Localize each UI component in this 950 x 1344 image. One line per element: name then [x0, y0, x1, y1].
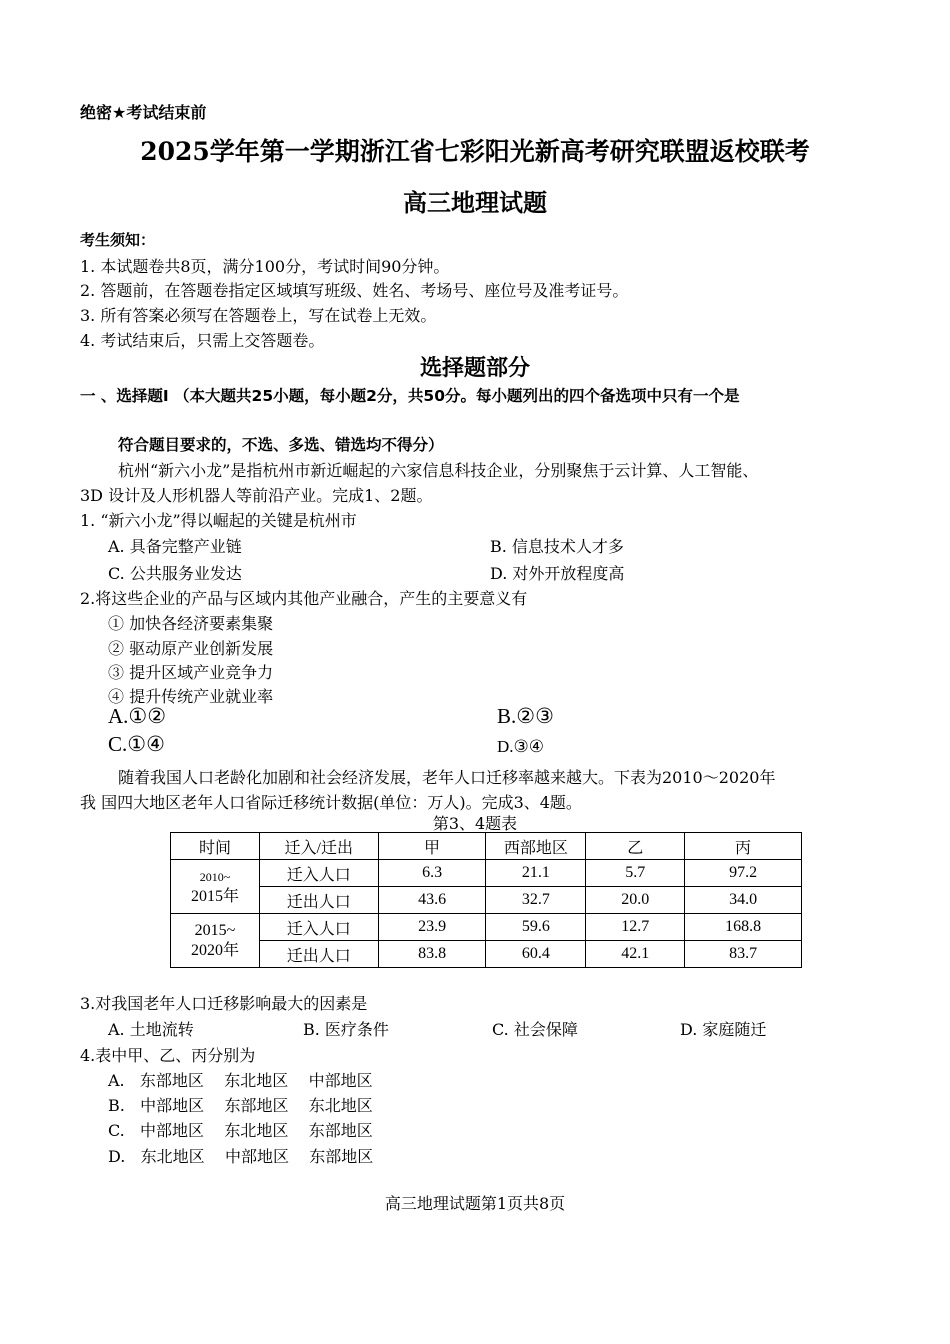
table-header-cell: 迁入/迁出 [259, 833, 378, 860]
q4-option-d: D. 东北地区 中部地区 东部地区 [108, 1147, 374, 1166]
q2-option-c: C.①④ [108, 732, 165, 756]
period-2-end: 2020年 [190, 941, 239, 959]
notice-item-1: 1. 本试题卷共8页，满分100分，考试时间90分钟。 [80, 257, 450, 276]
table-cell: 迁入人口 [259, 860, 378, 887]
period-cell [171, 914, 260, 968]
q1-option-b: B. 信息技术人才多 [490, 537, 624, 556]
table-cell: 34.0 [685, 887, 802, 914]
notice-heading: 考生须知： [80, 231, 156, 249]
table-cell: 83.8 [378, 941, 486, 968]
table-header-cell: 时间 [171, 833, 260, 860]
q4-option-b: B. 中部地区 东部地区 东北地区 [108, 1096, 373, 1115]
table-row [171, 914, 802, 941]
passage2-line1: 随着我国人口老龄化加剧和社会经济发展，老年人口迁移率越来越大。下表为2010～2020年 [118, 768, 776, 787]
table-cell: 59.6 [486, 914, 586, 941]
table-cell: 43.6 [378, 887, 486, 914]
migration-table [170, 832, 802, 968]
table-header-cell: 甲 [378, 833, 486, 860]
table-header-cell: 西部地区 [486, 833, 586, 860]
notice-item-3: 3. 所有答案必须写在答题卷上，写在试卷上无效。 [80, 306, 437, 325]
period-1-start: 2010~ [199, 869, 231, 884]
q2-option-d: D.③④ [497, 737, 545, 756]
table-header-cell: 乙 [586, 833, 685, 860]
q3-option-a: A. 土地流转 [108, 1020, 194, 1039]
passage1-line1: 杭州“新六小龙”是指杭州市新近崛起的六家信息科技企业，分别聚焦于云计算、人工智能、 [118, 461, 759, 480]
exam-subtitle: 高三地理试题 [403, 188, 547, 217]
table-cell: 97.2 [685, 860, 802, 887]
table-cell: 20.0 [586, 887, 685, 914]
table-cell: 迁出人口 [259, 887, 378, 914]
table-header-cell: 丙 [685, 833, 802, 860]
q1-stem: 1. “新六小龙”得以崛起的关键是杭州市 [80, 511, 357, 530]
q2-statement-4: ④ 提升传统产业就业率 [108, 687, 274, 706]
table-row [171, 887, 802, 914]
q2-option-a: A.①② [108, 704, 167, 728]
table-row [171, 860, 802, 887]
q1-option-a: A. 具备完整产业链 [108, 537, 242, 556]
q4-option-a: A. 东部地区 东北地区 中部地区 [108, 1071, 373, 1090]
table-cell: 迁入人口 [259, 914, 378, 941]
table-caption: 第3、4题表 [432, 814, 518, 833]
notice-item-4: 4. 考试结束后，只需上交答题卷。 [80, 331, 325, 350]
q1-option-d: D. 对外开放程度高 [490, 564, 625, 583]
notice-item-2: 2. 答题前，在答题卷指定区域填写班级、姓名、考场号、座位号及准考证号。 [80, 281, 629, 300]
q4-option-c: C. 中部地区 东北地区 东部地区 [108, 1121, 373, 1140]
period-2-start: 2015~ [194, 921, 236, 939]
table-cell: 42.1 [586, 941, 685, 968]
q2-statement-2: ② 驱动原产业创新发展 [108, 639, 274, 658]
period-1-end: 2015年 [190, 887, 239, 905]
part1-heading-cont: 符合题目要求的，不选、多选、错选均不得分） [118, 436, 444, 454]
table-header-row [171, 833, 802, 860]
part1-heading: 一 、选择题Ⅰ （本大题共25小题，每小题2分，共50分。每小题列出的四个备选项中只有一个是 [80, 387, 740, 405]
q2-option-b: B.②③ [497, 704, 554, 728]
table-cell: 6.3 [378, 860, 486, 887]
table-cell: 60.4 [486, 941, 586, 968]
q2-statement-1: ① 加快各经济要素集聚 [108, 614, 274, 633]
table-cell: 迁出人口 [259, 941, 378, 968]
period-cell [171, 860, 260, 914]
q3-option-d: D. 家庭随迁 [680, 1020, 767, 1039]
q3-option-c: C. 社会保障 [492, 1020, 578, 1039]
q2-stem: 2.将这些企业的产品与区域内其他产业融合，产生的主要意义有 [80, 589, 528, 608]
table-cell: 21.1 [486, 860, 586, 887]
table-cell: 23.9 [378, 914, 486, 941]
table-cell: 5.7 [586, 860, 685, 887]
section-title: 选择题部分 [419, 355, 530, 381]
passage1-line2: 3D 设计及人形机器人等前沿产业。完成1、2题。 [80, 486, 433, 505]
q2-statement-3: ③ 提升区域产业竞争力 [108, 663, 274, 682]
table-row [171, 941, 802, 968]
page-footer: 高三地理试题第1页共8页 [384, 1194, 566, 1213]
exam-title: 2025学年第一学期浙江省七彩阳光新高考研究联盟返校联考 [140, 137, 810, 166]
table-cell: 168.8 [685, 914, 802, 941]
q4-stem: 4.表中甲、乙、丙分别为 [80, 1046, 256, 1065]
table-cell: 12.7 [586, 914, 685, 941]
passage2-line2: 我 国四大地区老年人口省际迁移统计数据(单位：万人)。完成3、4题。 [80, 793, 582, 812]
q3-stem: 3.对我国老年人口迁移影响最大的因素是 [80, 994, 368, 1013]
secret-label: 绝密★考试结束前 [80, 103, 207, 122]
q1-option-c: C. 公共服务业发达 [108, 564, 242, 583]
table-cell: 83.7 [685, 941, 802, 968]
table-cell: 32.7 [486, 887, 586, 914]
q3-option-b: B. 医疗条件 [303, 1020, 389, 1039]
